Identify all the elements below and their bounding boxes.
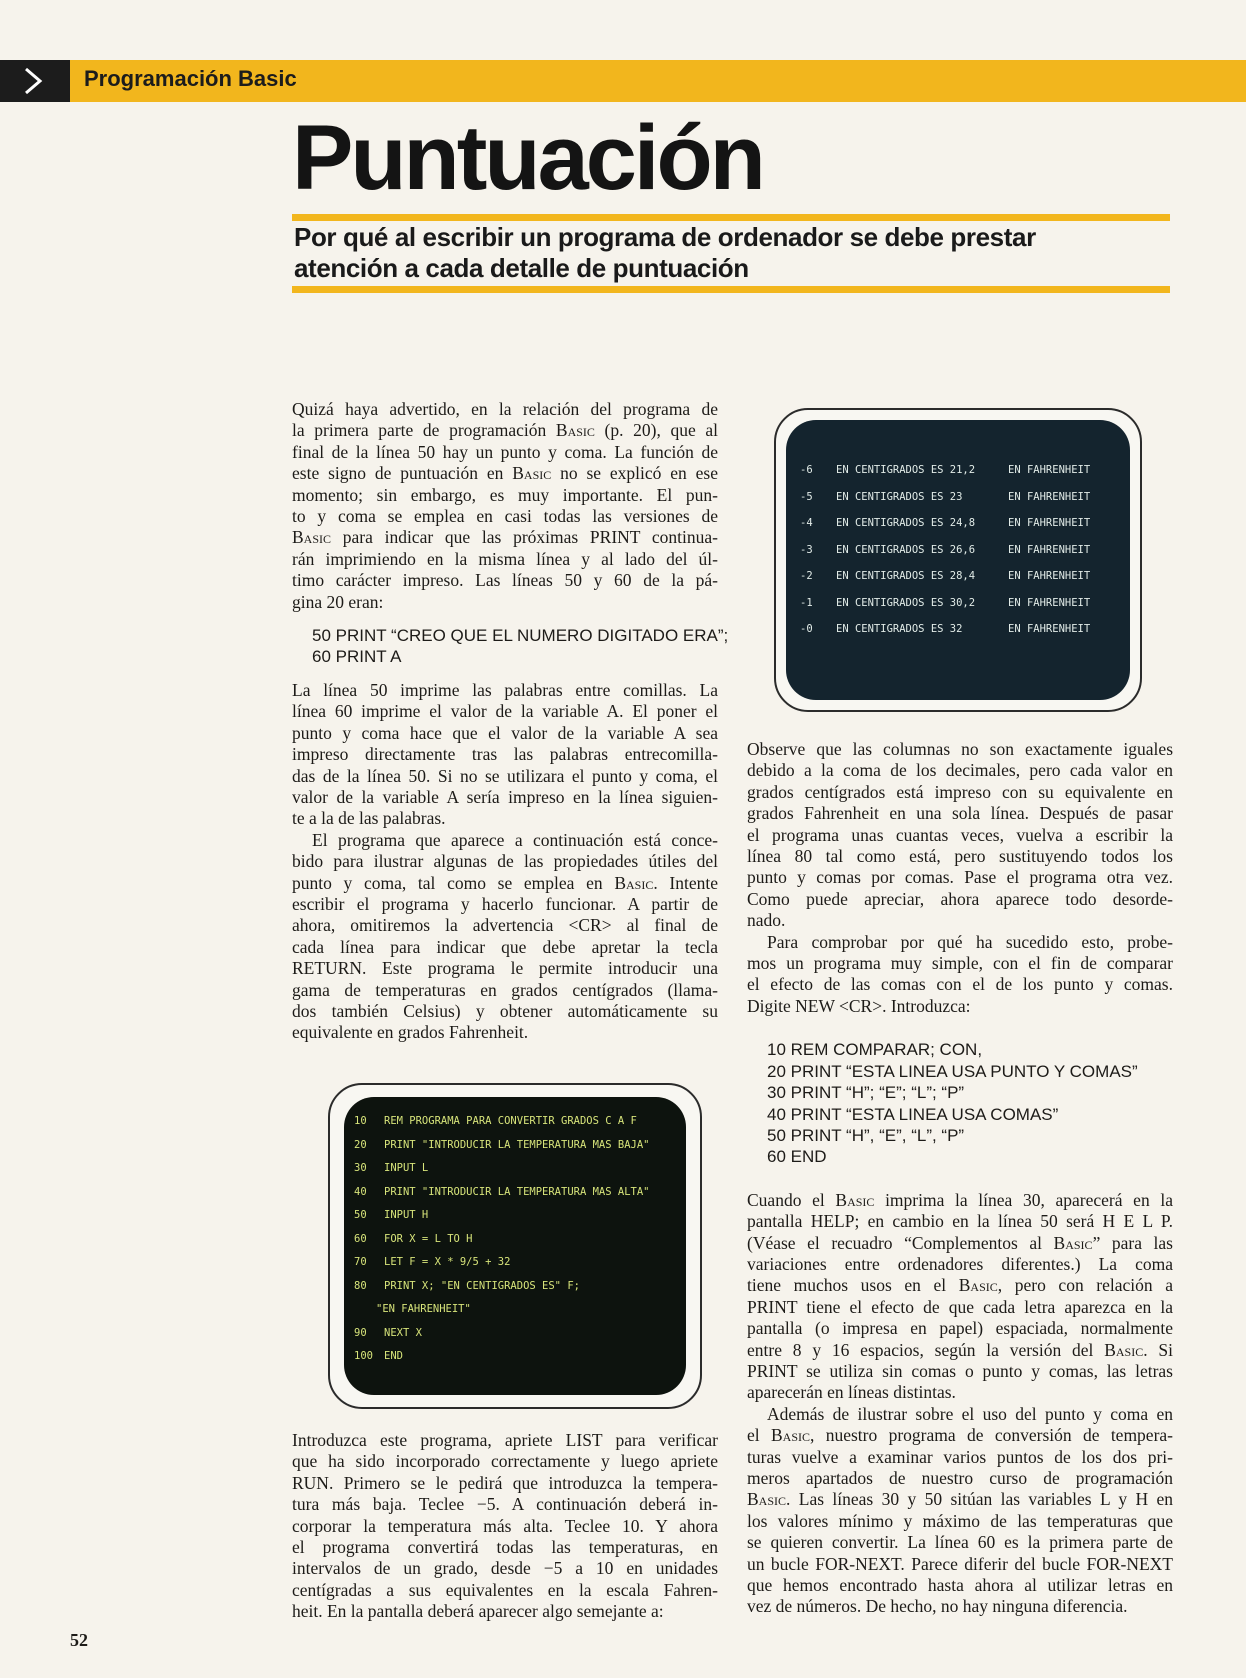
text-line: gama de temperaturas en grados centígrados (llama- bbox=[292, 979, 718, 1000]
output-fahrenheit-text: EN FAHRENHEIT bbox=[1008, 623, 1091, 635]
program-line-number: 70 bbox=[354, 1256, 367, 1268]
output-value: -4 bbox=[800, 517, 813, 529]
output-fahrenheit-text: EN FAHRENHEIT bbox=[1008, 570, 1091, 582]
paragraph bbox=[292, 399, 718, 613]
text-line: (Véase el recuadro “Complementos al Basic” para las bbox=[747, 1232, 1173, 1253]
program-line-text: END bbox=[384, 1350, 403, 1362]
text-line: se quieren convertir. La línea 60 es la primera parte de bbox=[747, 1532, 1173, 1553]
program-line-text: FOR X = L TO H bbox=[384, 1232, 473, 1245]
text-line: debido a la coma de los decimales, pero cada valor en bbox=[747, 760, 1173, 781]
output-celsius-text: EN CENTIGRADOS ES 23 bbox=[836, 490, 963, 503]
code-block bbox=[767, 1039, 1173, 1167]
text-line: bido para ilustrar algunas de las propiedades útiles del bbox=[292, 851, 718, 872]
program-line-number: 40 bbox=[354, 1185, 367, 1198]
text-line: turas vuelve a examinar varios puntos de los dos pri- bbox=[747, 1446, 1173, 1467]
text-line: tiene muchos usos en el Basic, pero con relación a bbox=[747, 1275, 1174, 1296]
text-line: rán imprimiendo en la misma línea y al lado del úl- bbox=[292, 548, 718, 569]
output-celsius-text: EN CENTIGRADOS ES 21,2 bbox=[836, 464, 976, 476]
code-line: 10 REM COMPARAR; CON, bbox=[767, 1040, 983, 1060]
text-line: mos un programa muy simple, con el fin de comparar bbox=[747, 953, 1173, 974]
output-value: -0 bbox=[800, 623, 813, 635]
output-fahrenheit-text: EN FAHRENHEIT bbox=[1008, 517, 1091, 529]
text-line: punto y coma, tal como se emplea en Basic. Intente bbox=[292, 872, 718, 893]
output-fahrenheit-text: EN FAHRENHEIT bbox=[1008, 464, 1091, 476]
text-line: aparecerán en líneas distintas. bbox=[747, 1382, 956, 1403]
text-line: dos también Celsius) y obtener automáticamente su bbox=[292, 1000, 718, 1021]
text-line: entre 8 y 16 espacios, según la versión del Basic. Si bbox=[747, 1339, 1173, 1360]
program-output-screen bbox=[786, 420, 1130, 700]
code-line: 60 END bbox=[767, 1147, 827, 1167]
text-line: RETURN. Este programa le permite introducir una bbox=[292, 958, 718, 979]
code-line: 50 PRINT “CREO QUE EL NUMERO DIGITADO ERA”; bbox=[312, 626, 729, 646]
program-line-number: 10 bbox=[354, 1115, 367, 1127]
output-celsius-text: EN CENTIGRADOS ES 24,8 bbox=[836, 517, 976, 529]
text-line: Digite NEW <CR>. Introduzca: bbox=[747, 995, 971, 1016]
text-line: variaciones entre ordenadores diferentes.) La coma bbox=[747, 1253, 1173, 1274]
paragraph bbox=[292, 680, 718, 830]
output-celsius-text: EN CENTIGRADOS ES 30,2 bbox=[836, 596, 976, 609]
text-line: Como puede apreciar, ahora aparece todo desorde- bbox=[747, 888, 1173, 909]
program-line-text: NEXT X bbox=[384, 1326, 422, 1339]
text-line: Para comprobar por qué ha sucedido esto, probe- bbox=[767, 931, 1173, 952]
text-line: grados centígrados está impreso con su equivalente en bbox=[747, 781, 1173, 802]
text-line: Cuando el Basic imprima la línea 30, aparecerá en la bbox=[747, 1189, 1173, 1210]
code-line: 60 PRINT A bbox=[312, 647, 402, 667]
text-line: PRINT tiene el efecto de que cada letra aparezca en la bbox=[747, 1296, 1173, 1317]
text-line: punto y coma hace que el valor de la variable A sea bbox=[292, 722, 718, 743]
paragraph bbox=[747, 739, 1173, 932]
section-label: Programación Basic bbox=[84, 66, 297, 91]
program-line-text: PRINT X; "EN CENTIGRADOS ES" F; bbox=[384, 1279, 580, 1292]
paragraph bbox=[747, 1190, 1173, 1404]
left-column-top bbox=[292, 399, 729, 1044]
program-line-number: 100 bbox=[354, 1350, 373, 1362]
text-line: los valores mínimo y máximo de las temperaturas que bbox=[747, 1510, 1173, 1531]
text-line: La línea 50 imprime las palabras entre comillas. La bbox=[292, 679, 718, 700]
program-line-number: 60 bbox=[354, 1232, 367, 1245]
text-line: el programa unas cuantas veces, vuelva a escribir la bbox=[747, 824, 1173, 845]
subtitle-line: atención a cada detalle de puntuación bbox=[294, 253, 749, 283]
text-line: centígradas a sus equivalentes en la escala Fahren- bbox=[292, 1579, 718, 1600]
text-line: el efecto de las comas con el de los punto y comas. bbox=[747, 974, 1173, 995]
output-celsius-text: EN CENTIGRADOS ES 32 bbox=[836, 623, 963, 635]
output-value: -6 bbox=[800, 464, 813, 476]
text-line: gina 20 eran: bbox=[292, 591, 384, 612]
text-line: corporar la temperatura más alta. Teclee 10. Y ahora bbox=[292, 1515, 718, 1536]
text-line: que ha sido incorporado correctamente y luego apriete bbox=[292, 1451, 718, 1472]
text-line: Basic. Las líneas 30 y 50 sitúan las variables L y H en bbox=[747, 1489, 1173, 1510]
output-celsius-text: EN CENTIGRADOS ES 26,6 bbox=[836, 543, 976, 556]
text-line: Además de ilustrar sobre el uso del punto y coma en bbox=[767, 1403, 1173, 1424]
text-line: RUN. Primero se le pedirá que introduzca la tempera- bbox=[292, 1472, 718, 1493]
text-line: Basic para indicar que las próximas PRINT continua- bbox=[292, 527, 718, 548]
code-block bbox=[312, 625, 729, 668]
text-line: final de la línea 50 hay un punto y coma. La función de bbox=[292, 441, 718, 462]
code-line: 20 PRINT “ESTA LINEA USA PUNTO Y COMAS” bbox=[767, 1061, 1138, 1081]
program-line-text: PRINT "INTRODUCIR LA TEMPERATURA MAS BAJA" bbox=[384, 1138, 650, 1151]
program-line-number: 80 bbox=[354, 1279, 367, 1292]
page-subtitle bbox=[294, 222, 1174, 284]
text-line: cada línea para indicar que debe apretar la tecla bbox=[292, 936, 718, 957]
text-line: equivalente en grados Fahrenheit. bbox=[292, 1022, 529, 1043]
text-line: El programa que aparece a continuación está conce- bbox=[312, 829, 718, 850]
code-line: 40 PRINT “ESTA LINEA USA COMAS” bbox=[767, 1104, 1059, 1124]
output-value: -1 bbox=[800, 596, 813, 609]
section-marker bbox=[0, 60, 70, 102]
text-line: línea 60 imprime el valor de la variable A. El poner el bbox=[292, 701, 718, 722]
paragraph bbox=[747, 1404, 1173, 1618]
text-line: tura más baja. Teclee −5. A continuación deberá in- bbox=[292, 1494, 718, 1515]
text-line: to y coma se emplea en casi todas las versiones de bbox=[292, 506, 718, 527]
text-line: ahora, omitiremos la advertencia <CR> al final de bbox=[292, 915, 718, 936]
text-line: timo carácter impreso. Las líneas 50 y 60 de la pá- bbox=[292, 570, 718, 591]
text-line: escribir el programa y hacerlo funcionar. A partir de bbox=[292, 893, 718, 914]
text-line: grados Fahrenheit en una sola línea. Después de pasar bbox=[747, 803, 1173, 824]
text-line: pantalla (o impresa en papel) espaciada, normalmente bbox=[747, 1318, 1173, 1339]
text-line: línea 80 tal como está, pero sustituyendo todos los bbox=[747, 846, 1173, 867]
left-column-bottom bbox=[292, 1430, 718, 1623]
text-line: intervalos de un grado, desde −5 a 10 en unidades bbox=[292, 1558, 718, 1579]
text-line: nado. bbox=[747, 910, 786, 931]
output-fahrenheit-text: EN FAHRENHEIT bbox=[1008, 596, 1091, 609]
program-line-number: 20 bbox=[354, 1138, 367, 1151]
output-fahrenheit-text: EN FAHRENHEIT bbox=[1008, 490, 1091, 503]
subtitle-line: Por qué al escribir un programa de ordenador se debe prestar bbox=[294, 222, 1036, 252]
text-line: impreso directamente tras las palabras entrecomilla- bbox=[292, 744, 718, 765]
program-line-text: LET F = X * 9/5 + 32 bbox=[384, 1256, 511, 1268]
text-line: momento; sin embargo, es muy importante. El pun- bbox=[292, 484, 718, 505]
text-line: que hemos encontrado hasta ahora al utilizar letras en bbox=[747, 1575, 1173, 1596]
code-line: 30 PRINT “H”; “E”; “L”; “P” bbox=[767, 1083, 965, 1103]
program-listing-screen bbox=[344, 1097, 686, 1395]
program-line-number: 50 bbox=[354, 1209, 367, 1221]
page-number: 52 bbox=[70, 1630, 88, 1650]
text-line: meros apartados de nuestro curso de programación bbox=[747, 1468, 1173, 1488]
text-line: pantalla HELP; en cambio en la línea 50 será H E L P. bbox=[747, 1211, 1173, 1232]
output-value: -3 bbox=[800, 543, 813, 556]
text-line: valor de la variable A sería impreso en la línea siguien- bbox=[292, 786, 718, 807]
text-line: el Basic, nuestro programa de conversión de tempera- bbox=[747, 1425, 1173, 1446]
program-line-text: REM PROGRAMA PARA CONVERTIR GRADOS C A F bbox=[384, 1115, 637, 1127]
text-line: Quizá haya advertido, en la relación del programa de bbox=[292, 399, 718, 419]
chevron-right-icon bbox=[14, 66, 54, 96]
program-line-text: PRINT "INTRODUCIR LA TEMPERATURA MAS ALTA" bbox=[384, 1185, 650, 1198]
output-fahrenheit-text: EN FAHRENHEIT bbox=[1008, 543, 1091, 556]
paragraph bbox=[292, 1430, 718, 1623]
program-line-number: 90 bbox=[354, 1326, 367, 1339]
text-line: un bucle FOR-NEXT. Parece diferir del bucle FOR-NEXT bbox=[747, 1553, 1173, 1574]
program-line-text: INPUT H bbox=[384, 1209, 429, 1221]
output-value: -5 bbox=[800, 490, 813, 503]
right-column bbox=[747, 739, 1173, 1618]
output-value: -2 bbox=[800, 570, 813, 582]
code-line: 50 PRINT “H”, “E”, “L”, “P” bbox=[767, 1125, 965, 1145]
paragraph bbox=[747, 932, 1173, 1018]
text-line: el programa convertirá todas las temperaturas, en bbox=[292, 1537, 718, 1558]
text-line: vez de números. De hecho, no hay ninguna diferencia. bbox=[747, 1596, 1128, 1617]
text-line: PRINT se utiliza sin comas o punto y comas, las letras bbox=[747, 1360, 1173, 1381]
text-line: heit. En la pantalla deberá aparecer algo semejante a: bbox=[292, 1601, 664, 1622]
program-line-text: INPUT L bbox=[384, 1162, 429, 1174]
text-line: das de la línea 50. Si no se utilizara el punto y coma, el bbox=[292, 765, 718, 786]
paragraph bbox=[292, 830, 718, 1044]
text-line: Introduzca este programa, apriete LIST para verificar bbox=[292, 1430, 718, 1450]
text-line: Observe que las columnas no son exactamente iguales bbox=[747, 739, 1173, 759]
title-rule-top bbox=[292, 214, 1170, 221]
program-line-text: "EN FAHRENHEIT" bbox=[376, 1303, 471, 1315]
page-title: Puntuación bbox=[292, 107, 763, 209]
output-monitor bbox=[774, 408, 1142, 712]
program-line-number: 30 bbox=[354, 1162, 367, 1174]
text-line: punto y comas por comas. Pase el programa otra vez. bbox=[747, 867, 1173, 888]
text-line: este signo de puntuación en Basic no se explicó en ese bbox=[292, 463, 718, 484]
program-monitor bbox=[328, 1083, 702, 1409]
text-line: la primera parte de programación Basic (p. 20), que al bbox=[292, 420, 718, 441]
text-line: te a la de las palabras. bbox=[292, 808, 446, 829]
title-rule-bottom bbox=[292, 286, 1170, 293]
output-celsius-text: EN CENTIGRADOS ES 28,4 bbox=[836, 570, 976, 582]
